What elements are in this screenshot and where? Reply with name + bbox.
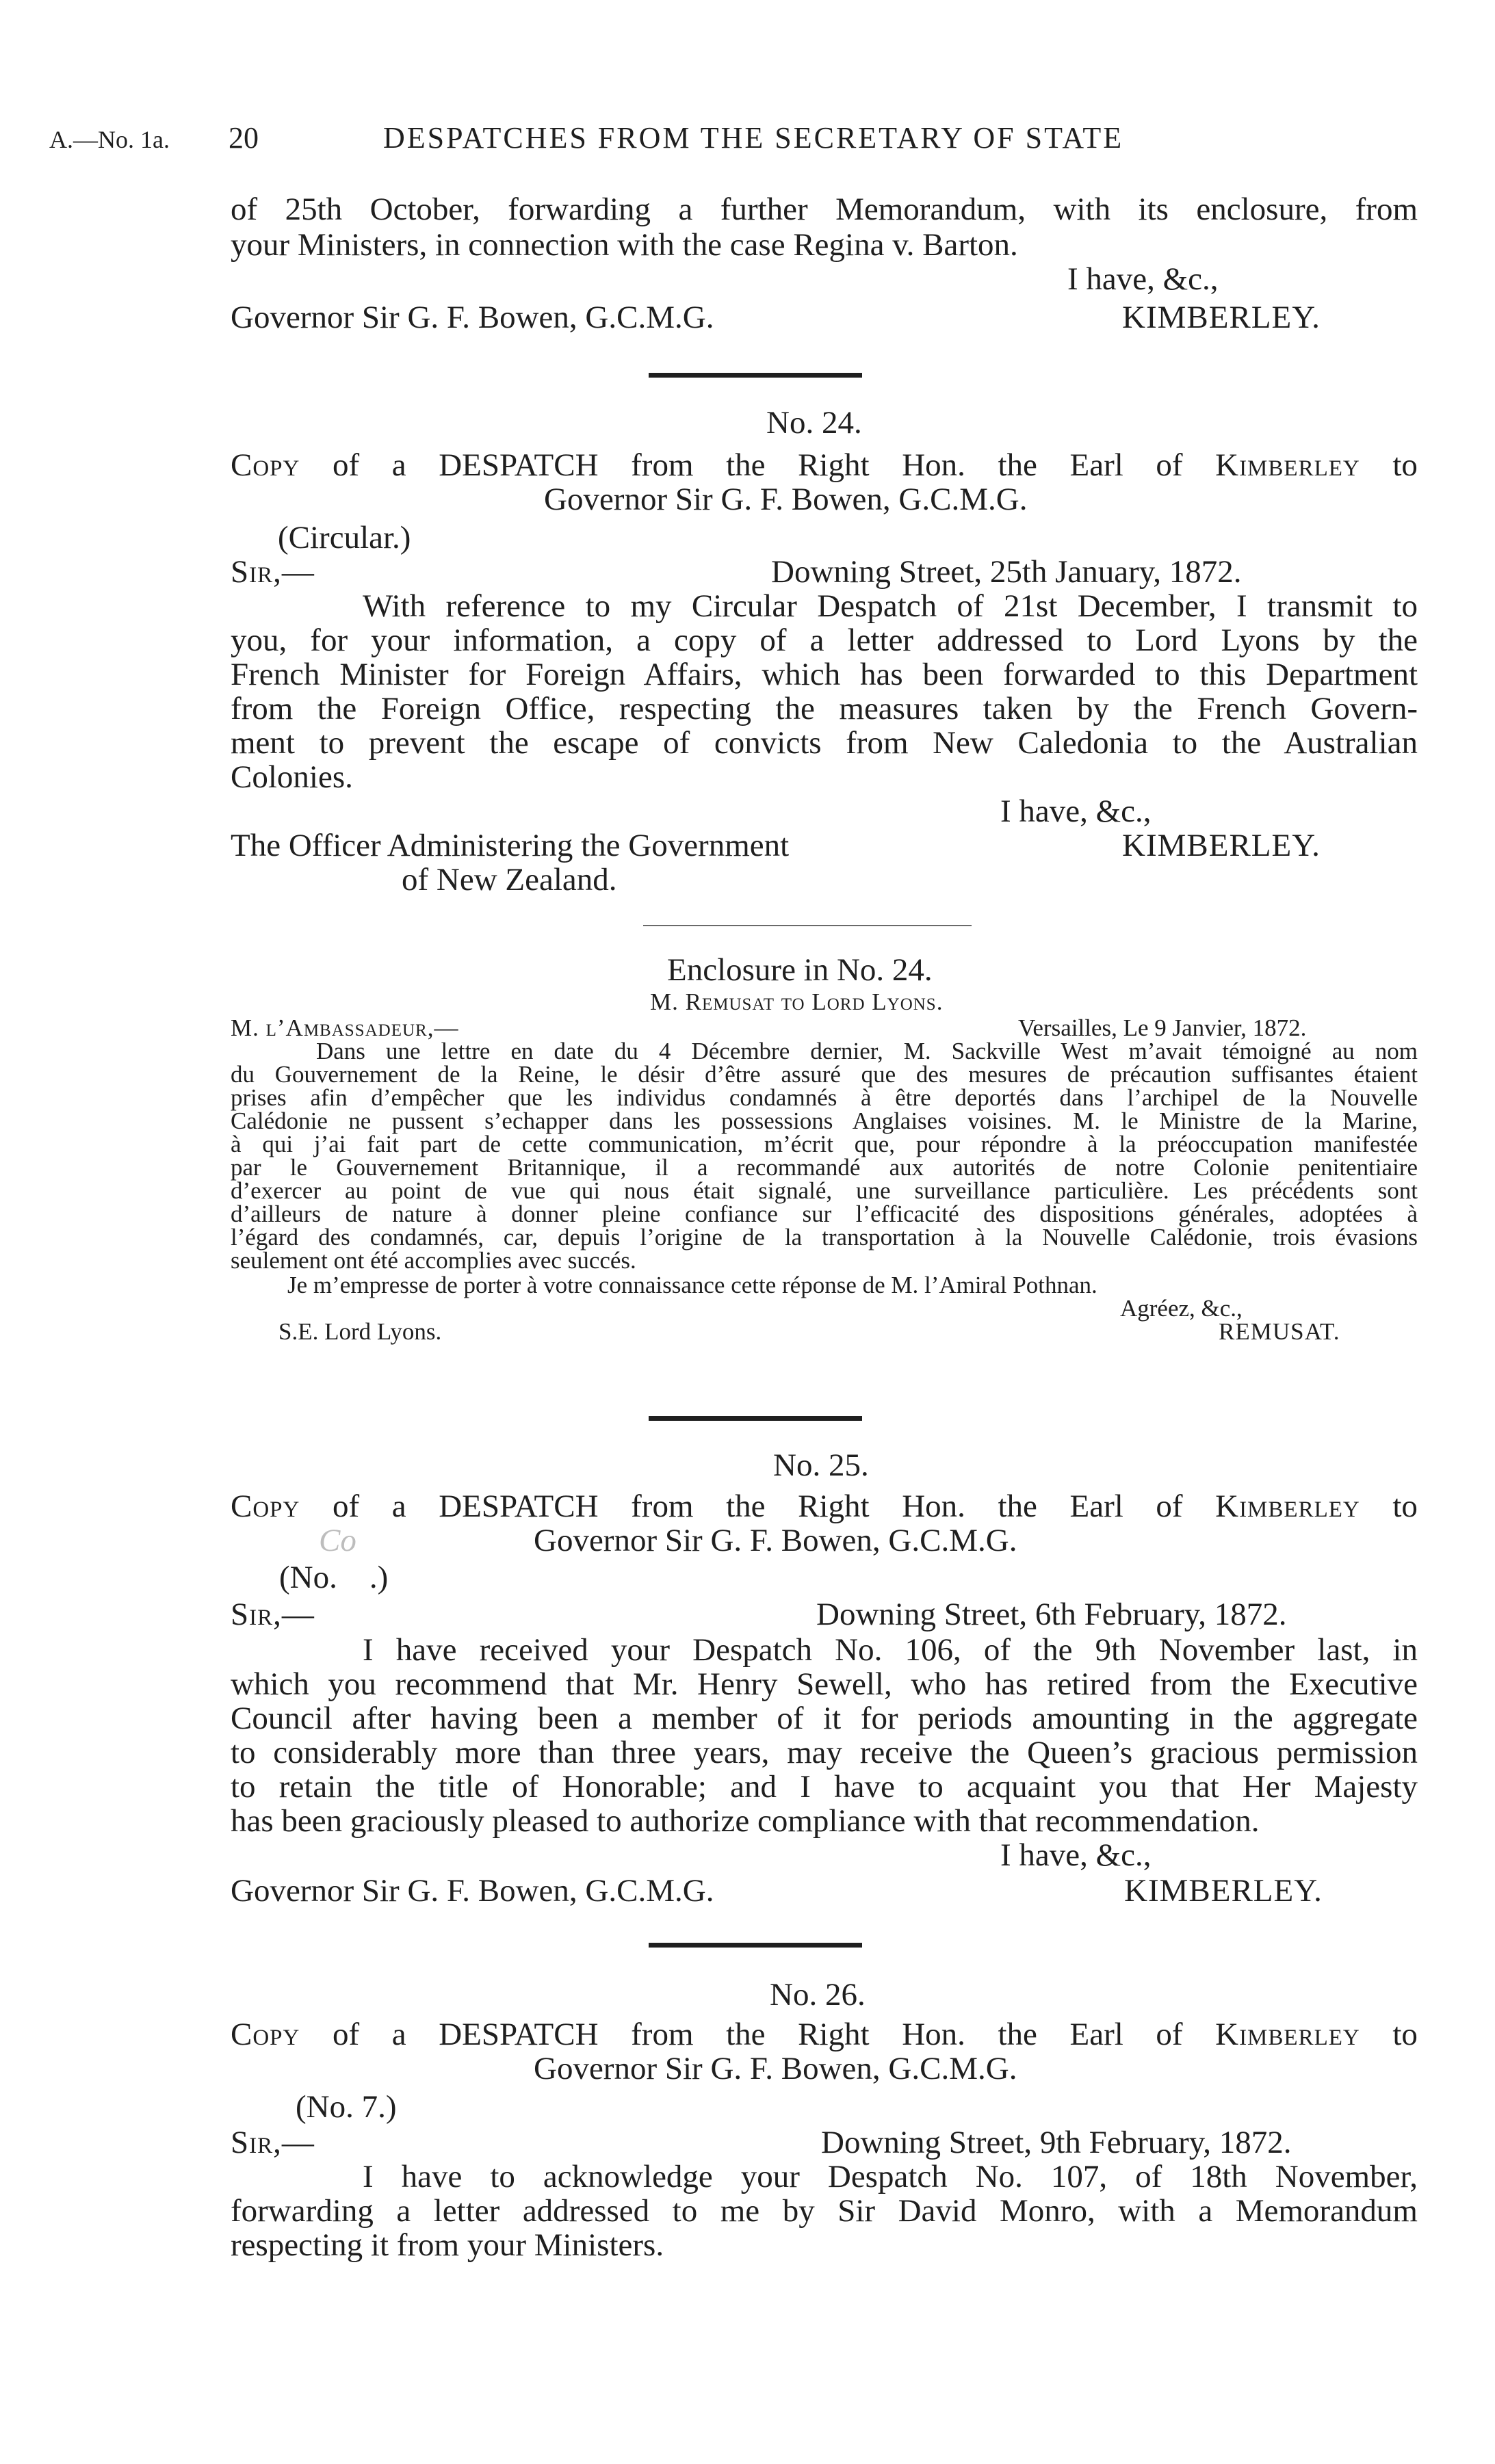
title-word: from xyxy=(631,447,694,483)
enclosure-divider xyxy=(643,925,972,926)
despatch-24-title xyxy=(231,446,1418,484)
section-divider xyxy=(649,373,862,378)
enclosure-addressee: S.E. Lord Lyons. xyxy=(278,1318,442,1345)
title-word: the xyxy=(998,1489,1037,1524)
despatch-25-closing: I have, &c., xyxy=(1000,1837,1152,1873)
prev-addressee: Governor Sir G. F. Bowen, G.C.M.G. xyxy=(231,300,714,335)
despatch-25-ref: (No. .) xyxy=(279,1560,389,1595)
despatch-25-salutation: Sir,— xyxy=(231,1597,315,1632)
despatch-24-signature: KIMBERLEY. xyxy=(1122,828,1321,863)
despatch-24-body-line: French Minister for Foreign Affairs, which has been forwarded to this Department xyxy=(231,657,1418,692)
enclosure-body-line: Dans une lettre en date du 4 Décembre dernier, M. Sackville West m’avait témoigné au nom xyxy=(316,1038,1418,1064)
despatch-24-place-date: Downing Street, 25th January, 1872. xyxy=(771,554,1242,590)
despatch-25-title-line-2: Governor Sir G. F. Bowen, G.C.M.G. xyxy=(534,1523,1017,1558)
title-word: Right xyxy=(798,447,870,483)
despatch-24-body-line: With reference to my Circular Despatch of 21st December, I transmit to xyxy=(363,588,1418,624)
title-word: the xyxy=(726,1489,766,1524)
despatch-25-body-line: which you recommend that Mr. Henry Sewell, who has retired from the Executive xyxy=(231,1666,1418,1702)
title-word: Kimberley xyxy=(1215,447,1360,483)
title-word: DESPATCH xyxy=(439,447,599,483)
title-word: the xyxy=(998,447,1037,483)
prev-line-2: your Ministers, in connection with the case Regina v. Barton. xyxy=(231,227,1018,263)
despatch-26-body-line: I have to acknowledge your Despatch No. 107, of 18th November, xyxy=(363,2159,1418,2194)
despatch-24-body-line: Colonies. xyxy=(231,759,353,795)
enclosure-body-paragraph-2: Je m’empresse de porter à votre connaissance cette réponse de M. l’Amiral Pothnan. xyxy=(287,1272,1097,1298)
title-word: Kimberley xyxy=(1215,2017,1360,2052)
enclosure-body-line: d’exercer au point de vue qui nous était signalé, une surveillance particulière. Les précédents sont xyxy=(231,1177,1418,1204)
despatch-24-title-line-2: Governor Sir G. F. Bowen, G.C.M.G. xyxy=(544,482,1028,517)
title-word: of xyxy=(1156,1489,1183,1524)
title-word: DESPATCH xyxy=(439,2017,599,2052)
title-word: the xyxy=(726,447,766,483)
title-word: of xyxy=(332,1489,360,1524)
title-word: Copy xyxy=(231,2017,300,2052)
despatch-24-body-line: you, for your information, a copy of a letter addressed to Lord Lyons by the xyxy=(231,622,1418,658)
title-word: Earl xyxy=(1069,1489,1123,1524)
despatch-25-addressee: Governor Sir G. F. Bowen, G.C.M.G. xyxy=(231,1873,714,1909)
enclosure-body-line: seulement ont été accomplies avec succés. xyxy=(231,1247,636,1274)
title-word: of xyxy=(1156,447,1183,483)
despatch-26-salutation: Sir,— xyxy=(231,2125,315,2160)
title-word: Copy xyxy=(231,1489,300,1524)
enclosure-subtitle: M. Remusat to Lord Lyons. xyxy=(650,988,944,1015)
despatch-24-addressee-line-2: of New Zealand. xyxy=(402,862,617,897)
title-word: a xyxy=(391,2017,406,2052)
title-word: the xyxy=(726,2017,766,2052)
despatch-25-signature: KIMBERLEY. xyxy=(1124,1873,1323,1909)
prev-signature: KIMBERLEY. xyxy=(1122,300,1321,335)
title-word: to xyxy=(1392,447,1418,483)
title-word: to xyxy=(1392,2017,1418,2052)
title-word: Right xyxy=(798,1489,870,1524)
title-word: Earl xyxy=(1069,2017,1123,2052)
title-word: from xyxy=(631,1489,694,1524)
title-word: of xyxy=(1156,2017,1183,2052)
enclosure-place-date: Versailles, Le 9 Janvier, 1872. xyxy=(1018,1014,1307,1041)
title-word: a xyxy=(391,447,406,483)
title-word: of xyxy=(332,447,360,483)
title-word: Hon. xyxy=(902,2017,965,2052)
enclosure-signature: REMUSAT. xyxy=(1219,1318,1340,1345)
title-word: of xyxy=(332,2017,360,2052)
despatch-25-title xyxy=(231,1487,1418,1525)
despatch-26-title xyxy=(231,2015,1418,2054)
title-word: Earl xyxy=(1069,447,1123,483)
despatch-25-body-line: to retain the title of Honorable; and I have to acquaint you that Her Majesty xyxy=(231,1769,1418,1805)
despatch-24-addressee: The Officer Administering the Government xyxy=(231,828,790,863)
despatch-24-ref: (Circular.) xyxy=(278,520,411,555)
title-word: to xyxy=(1392,1489,1418,1524)
despatch-26-ref: (No. 7.) xyxy=(296,2089,397,2125)
title-word: Kimberley xyxy=(1215,1489,1360,1524)
enclosure-body-line: par le Gouvernement Britannique, il a recommandé aux autorités de notre Colonie penitentiaire xyxy=(231,1154,1418,1181)
section-divider xyxy=(649,1943,862,1948)
title-word: Right xyxy=(798,2017,870,2052)
page-number: 20 xyxy=(229,121,259,155)
despatch-25-body-line: I have received your Despatch No. 106, of the 9th November last, in xyxy=(363,1632,1418,1668)
despatch-24-salutation: Sir,— xyxy=(231,554,315,590)
despatch-26-body-line: forwarding a letter addressed to me by Sir David Monro, with a Memorandum xyxy=(231,2193,1418,2229)
despatch-25-number: No. 25. xyxy=(773,1447,869,1483)
enclosure-closing: Agréez, &c., xyxy=(1120,1295,1243,1322)
enclosure-title: Enclosure in No. 24. xyxy=(667,952,933,988)
enclosure-body-line: Calédonie ne pussent s’echapper dans les possessions Anglaises voisines. M. le Ministre de la Marine, xyxy=(231,1108,1418,1134)
enclosure-body-line: prises afin d’empêcher que les individus condamnés à être deportés dans l’archipel de la Nouvelle xyxy=(231,1084,1418,1111)
despatch-25-place-date: Downing Street, 6th February, 1872. xyxy=(816,1597,1287,1632)
despatch-26-body-line: respecting it from your Ministers. xyxy=(231,2227,664,2263)
enclosure-body-line: du Gouvernement de la Reine, le désir d’être assuré que des mesures de précaution suffisantes étaient xyxy=(231,1061,1418,1088)
prev-line-1: of 25th October, forwarding a further Memorandum, with its enclosure, from xyxy=(231,192,1418,227)
title-word: a xyxy=(391,1489,406,1524)
title-word: from xyxy=(631,2017,694,2052)
despatch-25-body-line: Council after having been a member of it for periods amounting in the aggregate xyxy=(231,1701,1418,1736)
prev-closing: I have, &c., xyxy=(1067,261,1219,297)
despatch-24-closing: I have, &c., xyxy=(1000,794,1152,829)
despatch-24-body-line: ment to prevent the escape of convicts from New Caledonia to the Australian xyxy=(231,725,1418,761)
faint-handwritten-mark: Co xyxy=(319,1523,356,1558)
title-word: Hon. xyxy=(902,447,965,483)
despatch-24-body-line: from the Foreign Office, respecting the measures taken by the French Govern- xyxy=(231,691,1418,726)
section-divider xyxy=(649,1416,862,1421)
despatch-26-title-line-2: Governor Sir G. F. Bowen, G.C.M.G. xyxy=(534,2051,1017,2086)
enclosure-body-line: à qui j’ai fait part de cette communication, m’écrit que, pour répondre à la préoccupation manifestée xyxy=(231,1131,1418,1157)
enclosure-body-line: l’égard des condamnés, car, depuis l’origine de la transportation à la Nouvelle Calédonie, trois évasions xyxy=(231,1224,1418,1250)
document-reference: A.—No. 1a. xyxy=(49,126,170,153)
title-word: DESPATCH xyxy=(439,1489,599,1524)
despatch-24-number: No. 24. xyxy=(766,405,862,441)
title-word: Copy xyxy=(231,447,300,483)
title-word: the xyxy=(998,2017,1037,2052)
despatch-25-body-line: to considerably more than three years, may receive the Queen’s gracious permission xyxy=(231,1735,1418,1770)
enclosure-salutation: M. l’Ambassadeur,— xyxy=(231,1014,459,1041)
despatch-26-place-date: Downing Street, 9th February, 1872. xyxy=(821,2125,1292,2160)
despatch-25-body-line: has been graciously pleased to authorize compliance with that recommendation. xyxy=(231,1803,1260,1839)
despatch-26-number: No. 26. xyxy=(770,1977,866,2013)
title-word: Hon. xyxy=(902,1489,965,1524)
enclosure-body-line: d’ailleurs de nature à donner pleine confiance sur l’efficacité des dispositions générales, adoptées à xyxy=(231,1201,1418,1227)
running-title: DESPATCHES FROM THE SECRETARY OF STATE xyxy=(383,121,1124,155)
